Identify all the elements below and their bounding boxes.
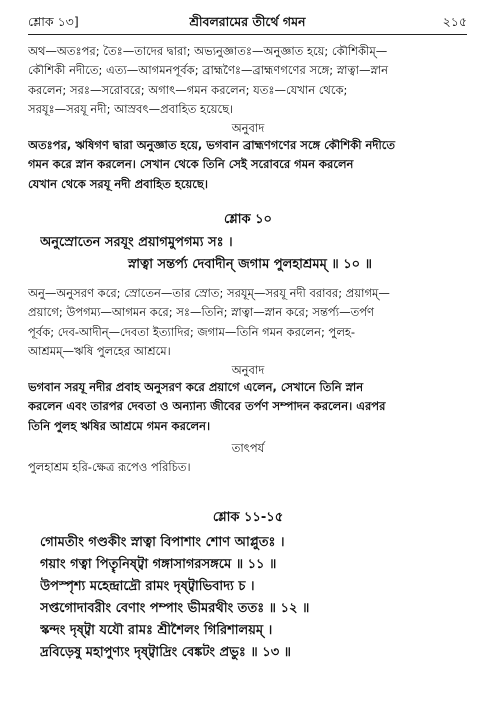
- synonyms-line: অথ—অতঃপর; তৈঃ—তাদের দ্বারা; অভ্যনুজ্ঞাতঃ—অনুজ্ঞাত হয়ে; কৌশিকীম্—: [28, 44, 388, 58]
- synonyms-line: কৌশিকী নদীতে; এত্য—আগমনপূর্বক; ব্রাহ্মণৈঃ—ব্রাহ্মণগণের সঙ্গে; স্নাত্বা—স্নান: [28, 63, 388, 78]
- verse-line: গয়াং গত্বা পিতৄনিষ্ট্বা গঙ্গাসাগরসঙ্গমে ॥ ১১ ॥: [40, 557, 277, 572]
- verse-line: উপস্পৃশ্য মহেন্দ্রাদ্রৌ রামং দৃষ্ট্বাভিবাদ্য চ ।: [40, 579, 255, 594]
- verse-title-10: শ্লোক ১০: [223, 212, 273, 227]
- translation-line: করলেন এবং তারপর দেবতা ও অন্যান্য জীবের তর্পণ সম্পাদন করলেন। এরপর: [28, 399, 386, 414]
- verse-text-11-15: [40, 532, 460, 664]
- verse-line: সপ্তগোদাবরীং বেণাং পম্পাং ভীমরথীং ততঃ ॥ ১২ ॥: [40, 601, 310, 616]
- translation-block-1: [28, 136, 468, 194]
- purport-heading-10: তাৎপর্য: [231, 441, 265, 455]
- verse-line: অনুস্রোতেন সরযূং প্রয়াগমুপগম্য সঃ ।: [40, 235, 233, 250]
- synonyms-line: আশ্রমম্—ঋষি পুলহের আশ্রমে।: [28, 344, 171, 359]
- page-number: ২১৫: [442, 14, 467, 29]
- verse-line: স্কন্দং দৃষ্ট্বা যযৌ রামঃ শ্রীশৈলং গিরিশালয়ম্ ।: [40, 623, 273, 638]
- verse-line: দ্রবিড়েষু মহাপুণ্যং দৃষ্ট্বাদ্রিং বেঙ্কটং প্রভুঃ ॥ ১৩ ॥: [40, 645, 292, 660]
- header-rule: [28, 34, 467, 35]
- verse-line: স্নাত্বা সন্তর্প্য দেবাদীন্ জগাম পুলহাশ্রমম্ ॥ ১০ ॥: [128, 257, 372, 272]
- verse-text-10: [40, 232, 460, 276]
- header-chapter-title: শ্রীবলরামের তীর্থে গমন: [189, 14, 306, 29]
- purport-block-10: [28, 458, 468, 477]
- verse-line: গোমতীং গণ্ডকীং স্নাত্বা বিপাশাং শোণ আপ্লুতঃ ।: [40, 535, 285, 550]
- verse-title-11-15: শ্লোক ১১-১৫: [212, 510, 284, 525]
- header-verse-ref: শ্লোক ১৩]: [28, 14, 79, 29]
- synonyms-block-10: [28, 284, 468, 362]
- translation-line: গমন করে স্নান করলেন। সেখান থেকে তিনি সেই সরোবরে গমন করলেন: [28, 157, 354, 172]
- translation-line: ভগবান সরযূ নদীর প্রবাহ অনুসরণ করে প্রয়াগে এলেন, সেখানে তিনি স্নান: [28, 380, 364, 394]
- translation-line: তিনি পুলহ ঋষির আশ্রমে গমন করলেন।: [28, 418, 211, 433]
- synonyms-line: প্রয়াগে; উপগম্য—আগমন করে; সঃ—তিনি; স্নাত্বা—স্নান করে; সন্তর্প্য—তর্পণ: [28, 305, 374, 320]
- synonyms-block-1: [28, 42, 468, 120]
- translation-line: অতঃপর, ঋষিগণ দ্বারা অনুজ্ঞাত হয়ে, ভগবান ব্রাহ্মণগণের সঙ্গে কৌশিকী নদীতে: [28, 138, 395, 152]
- translation-heading-1: অনুবাদ: [231, 121, 265, 135]
- synonyms-line: অনু—অনুসরণ করে; স্রোতেন—তার স্রোত; সরযূম্—সরযূ নদী বরাবর; প্রয়াগম্—: [28, 286, 390, 300]
- purport-line: পুলহাশ্রম হরি-ক্ষেত্র রূপেও পরিচিত।: [28, 460, 191, 474]
- synonyms-line: করলেন; সরঃ—সরোবরে; অগাৎ—গমন করলেন; যতঃ—যেখান থেকে;: [28, 82, 348, 97]
- translation-line: যেখান থেকে সরযূ নদী প্রবাহিত হয়েছে।: [28, 176, 209, 191]
- synonyms-line: পূর্বক; দেব-আদীন্—দেবতা ইত্যাদির; জগাম—তিনি গমন করলেন; পুলহ-: [28, 324, 356, 339]
- running-header: [28, 14, 467, 34]
- translation-heading-10: অনুবাদ: [231, 363, 265, 377]
- translation-block-10: [28, 378, 468, 436]
- synonyms-line: সরযূঃ—সরযূ নদী; আস্রবৎ—প্রবাহিত হয়েছে।: [28, 102, 234, 117]
